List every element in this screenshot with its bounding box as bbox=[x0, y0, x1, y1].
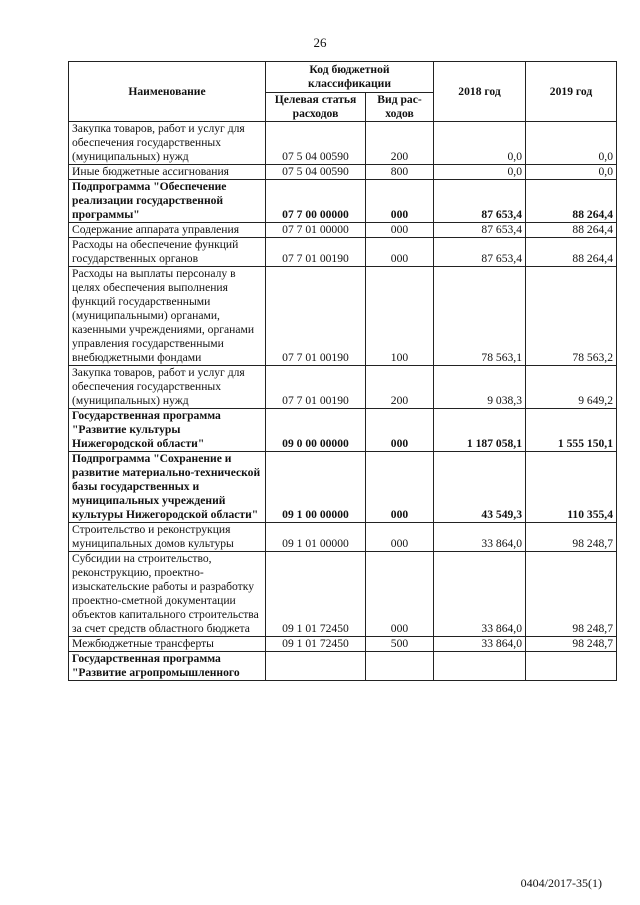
row-2019-cell: 9 649,2 bbox=[526, 366, 617, 409]
row-2019-cell: 98 248,7 bbox=[526, 523, 617, 552]
header-2018: 2018 год bbox=[434, 62, 526, 122]
table-row bbox=[69, 637, 617, 652]
row-type-cell: 000 bbox=[366, 523, 434, 552]
row-2018-cell: 87 653,4 bbox=[434, 223, 526, 238]
header-type: Вид рас-ходов bbox=[366, 93, 434, 122]
table-row bbox=[69, 552, 617, 637]
row-2018-cell bbox=[434, 652, 526, 681]
row-2018-cell: 0,0 bbox=[434, 165, 526, 180]
table-row bbox=[69, 409, 617, 452]
row-2019-cell: 88 264,4 bbox=[526, 238, 617, 267]
row-type-cell: 000 bbox=[366, 409, 434, 452]
row-code-cell: 09 1 00 00000 bbox=[266, 452, 366, 523]
table-row bbox=[69, 523, 617, 552]
row-code-cell: 07 5 04 00590 bbox=[266, 122, 366, 165]
header-code-group: Код бюджетной классификации bbox=[266, 62, 434, 93]
row-2018-cell: 33 864,0 bbox=[434, 523, 526, 552]
row-2018-cell: 87 653,4 bbox=[434, 238, 526, 267]
document-code: 0404/2017-35(1) bbox=[520, 876, 602, 890]
table-row bbox=[69, 223, 617, 238]
row-code-cell: 07 7 01 00190 bbox=[266, 366, 366, 409]
table-row bbox=[69, 122, 617, 165]
table-row bbox=[69, 452, 617, 523]
row-type-cell bbox=[366, 652, 434, 681]
row-type-cell: 800 bbox=[366, 165, 434, 180]
row-name-cell: Закупка товаров, работ и услуг для обеспечения государственных (муниципальных) нужд bbox=[69, 122, 266, 165]
table-row bbox=[69, 165, 617, 180]
row-name-cell: Государственная программа "Развитие агропромышленного bbox=[69, 652, 266, 681]
row-code-cell: 09 1 01 72450 bbox=[266, 552, 366, 637]
page-number: 26 bbox=[313, 35, 327, 50]
row-type-cell: 100 bbox=[366, 267, 434, 366]
row-name-cell: Содержание аппарата управления bbox=[69, 223, 266, 238]
row-code-cell: 09 1 01 72450 bbox=[266, 637, 366, 652]
row-name-cell: Расходы на обеспечение функций государственных органов bbox=[69, 238, 266, 267]
header-2019: 2019 год bbox=[526, 62, 617, 122]
row-2019-cell: 88 264,4 bbox=[526, 180, 617, 223]
row-name-cell: Подпрограмма "Обеспечение реализации государственной программы" bbox=[69, 180, 266, 223]
row-2019-cell: 0,0 bbox=[526, 165, 617, 180]
row-2018-cell: 87 653,4 bbox=[434, 180, 526, 223]
row-code-cell: 07 7 01 00190 bbox=[266, 238, 366, 267]
row-type-cell: 000 bbox=[366, 552, 434, 637]
header-name: Наименование bbox=[69, 62, 266, 122]
row-name-cell: Закупка товаров, работ и услуг для обеспечения государственных (муниципальных) нужд bbox=[69, 366, 266, 409]
row-2018-cell: 33 864,0 bbox=[434, 637, 526, 652]
row-name-cell: Государственная программа "Развитие культуры Нижегородской области" bbox=[69, 409, 266, 452]
row-type-cell: 000 bbox=[366, 223, 434, 238]
row-2019-cell: 0,0 bbox=[526, 122, 617, 165]
row-name-cell: Межбюджетные трансферты bbox=[69, 637, 266, 652]
row-name-cell: Строительство и реконструкция муниципальных домов культуры bbox=[69, 523, 266, 552]
row-name-cell: Иные бюджетные ассигнования bbox=[69, 165, 266, 180]
header-target: Целевая статья расходов bbox=[266, 93, 366, 122]
table-body bbox=[69, 122, 617, 681]
row-name-cell: Расходы на выплаты персоналу в целях обеспечения выполнения функций государственными (муниципальными) органами, казенными учреждениями, органами управления государственными внебюджетными фондами bbox=[69, 267, 266, 366]
budget-table bbox=[68, 61, 617, 681]
table-row bbox=[69, 180, 617, 223]
row-code-cell: 09 0 00 00000 bbox=[266, 409, 366, 452]
row-code-cell: 09 1 01 00000 bbox=[266, 523, 366, 552]
row-2019-cell: 88 264,4 bbox=[526, 223, 617, 238]
row-2019-cell: 98 248,7 bbox=[526, 552, 617, 637]
row-code-cell: 07 7 00 00000 bbox=[266, 180, 366, 223]
row-code-cell: 07 5 04 00590 bbox=[266, 165, 366, 180]
row-type-cell: 000 bbox=[366, 238, 434, 267]
row-2018-cell: 43 549,3 bbox=[434, 452, 526, 523]
table-row bbox=[69, 652, 617, 681]
row-code-cell: 07 7 01 00000 bbox=[266, 223, 366, 238]
table-row bbox=[69, 238, 617, 267]
row-2018-cell: 1 187 058,1 bbox=[434, 409, 526, 452]
row-2019-cell: 1 555 150,1 bbox=[526, 409, 617, 452]
row-2019-cell: 78 563,2 bbox=[526, 267, 617, 366]
row-2019-cell bbox=[526, 652, 617, 681]
row-2018-cell: 78 563,1 bbox=[434, 267, 526, 366]
row-2019-cell: 110 355,4 bbox=[526, 452, 617, 523]
row-name-cell: Субсидии на строительство, реконструкцию, проектно-изыскательские работы и разработку проектно-сметной документации объектов капитального строительства за счет средств областного бюджета bbox=[69, 552, 266, 637]
row-type-cell: 200 bbox=[366, 366, 434, 409]
table-row bbox=[69, 366, 617, 409]
row-type-cell: 000 bbox=[366, 180, 434, 223]
row-2018-cell: 9 038,3 bbox=[434, 366, 526, 409]
row-2018-cell: 33 864,0 bbox=[434, 552, 526, 637]
row-2019-cell: 98 248,7 bbox=[526, 637, 617, 652]
row-name-cell: Подпрограмма "Сохранение и развитие материально-технической базы государственных и муниципальных учреждений культуры Нижегородской области" bbox=[69, 452, 266, 523]
row-type-cell: 000 bbox=[366, 452, 434, 523]
row-code-cell: 07 7 01 00190 bbox=[266, 267, 366, 366]
row-type-cell: 200 bbox=[366, 122, 434, 165]
row-type-cell: 500 bbox=[366, 637, 434, 652]
row-code-cell bbox=[266, 652, 366, 681]
row-2018-cell: 0,0 bbox=[434, 122, 526, 165]
table-row bbox=[69, 267, 617, 366]
